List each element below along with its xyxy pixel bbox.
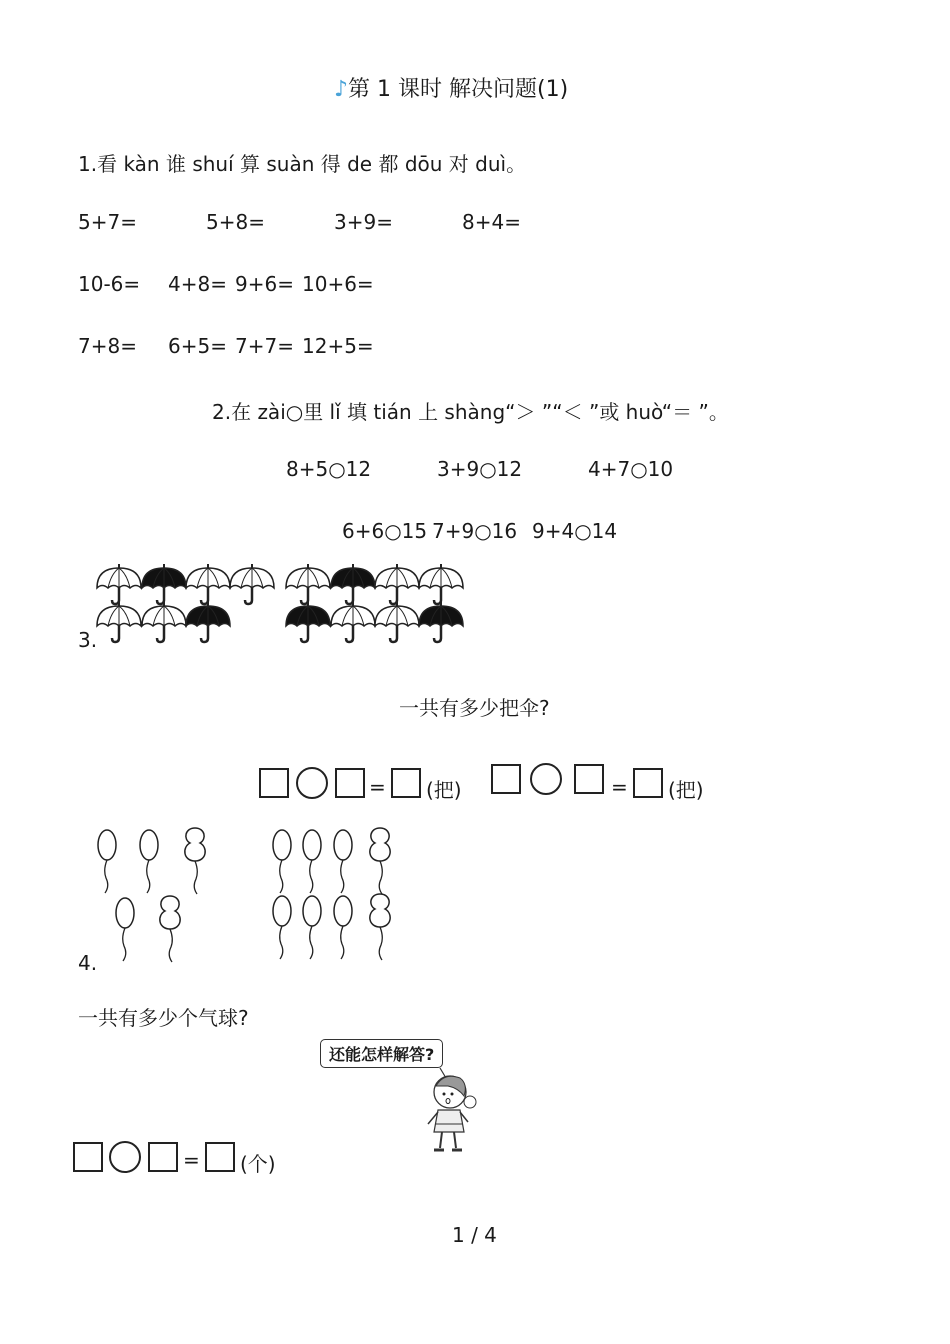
q2-expr: 6+6○15	[342, 519, 428, 543]
answer-box[interactable]	[335, 768, 365, 798]
umbrella-white-icon	[97, 564, 141, 604]
q2-expr: 4+7○10	[588, 457, 674, 481]
operator-circle[interactable]	[530, 763, 562, 795]
gourd-balloon-icon	[160, 896, 180, 962]
answer-box[interactable]	[148, 1142, 178, 1172]
page-title-text: 第 1 课时 解决问题(1)	[348, 77, 569, 102]
balloon-icon	[303, 830, 321, 893]
balloon-icon	[98, 830, 116, 893]
q1-expr: 7+8=	[78, 334, 137, 358]
q2-expr: 8+5○12	[286, 457, 372, 481]
umbrella-white-icon	[97, 602, 141, 642]
q1-expr: 4+8=	[168, 272, 227, 296]
answer-box[interactable]	[491, 764, 521, 794]
gourd-balloon-icon	[185, 828, 205, 894]
q1-expr: 3+9=	[334, 210, 393, 234]
q2-expr: 7+9○16	[432, 519, 518, 543]
q2-expr: 9+4○14	[532, 519, 618, 543]
q1-expr: 10-6=	[78, 272, 141, 296]
balloon-icon	[334, 830, 352, 893]
umbrella-illustration	[95, 562, 475, 642]
q4-question: 一共有多少个气球?	[78, 1006, 249, 1030]
umbrella-black-icon	[142, 564, 186, 604]
gourd-balloon-icon	[370, 894, 390, 960]
equals-sign: =	[369, 775, 386, 799]
umbrella-black-icon	[419, 602, 463, 642]
umbrella-white-icon	[419, 564, 463, 604]
unit-label: (把)	[668, 778, 704, 802]
q1-expr: 5+7=	[78, 210, 137, 234]
unit-label: (个)	[240, 1152, 276, 1176]
q1-heading: 1.看 kàn 谁 shuí 算 suàn 得 de 都 dōu 对 duì。	[78, 152, 527, 176]
answer-box[interactable]	[205, 1142, 235, 1172]
q2-heading: 2.在 zài○里 lǐ 填 tián 上 shàng“＞ ”“＜ ”或 huò“＝ ”。	[212, 400, 729, 424]
answer-box[interactable]	[574, 764, 604, 794]
q1-expr: 10+6=	[302, 272, 374, 296]
answer-box[interactable]	[633, 768, 663, 798]
girl-illustration	[418, 1066, 488, 1156]
equals-sign: =	[611, 775, 628, 799]
q1-expr: 7+7=	[235, 334, 294, 358]
umbrella-black-icon	[186, 602, 230, 642]
answer-box[interactable]	[391, 768, 421, 798]
q1-expr: 9+6=	[235, 272, 294, 296]
answer-box[interactable]	[259, 768, 289, 798]
umbrella-white-icon	[331, 602, 375, 642]
umbrella-white-icon	[142, 602, 186, 642]
balloon-icon	[303, 896, 321, 959]
umbrella-white-icon	[230, 564, 274, 604]
unit-label: (把)	[426, 778, 462, 802]
speech-bubble: 还能怎样解答?	[320, 1039, 443, 1068]
umbrella-black-icon	[331, 564, 375, 604]
page-title	[334, 72, 568, 103]
music-note-icon: ♪	[334, 77, 349, 102]
q1-expr: 12+5=	[302, 334, 374, 358]
umbrella-white-icon	[375, 564, 419, 604]
equals-sign: =	[183, 1148, 200, 1172]
umbrella-white-icon	[286, 564, 330, 604]
answer-box[interactable]	[73, 1142, 103, 1172]
gourd-balloon-icon	[370, 828, 390, 894]
balloon-icon	[273, 830, 291, 893]
operator-circle[interactable]	[109, 1141, 141, 1173]
umbrella-white-icon	[375, 602, 419, 642]
q1-expr: 6+5=	[168, 334, 227, 358]
operator-circle[interactable]	[296, 767, 328, 799]
umbrella-black-icon	[286, 602, 330, 642]
balloon-icon	[273, 896, 291, 959]
balloon-icon	[334, 896, 352, 959]
q3-number: 3.	[78, 628, 98, 652]
page-number: 1 / 4	[452, 1223, 497, 1247]
umbrella-white-icon	[186, 564, 230, 604]
q4-number: 4.	[78, 951, 98, 975]
q2-expr: 3+9○12	[437, 457, 523, 481]
balloon-icon	[140, 830, 158, 893]
balloon-illustration	[90, 825, 410, 960]
q1-expr: 8+4=	[462, 210, 521, 234]
q1-expr: 5+8=	[206, 210, 265, 234]
q3-question: 一共有多少把伞?	[399, 696, 550, 720]
balloon-icon	[116, 898, 134, 961]
